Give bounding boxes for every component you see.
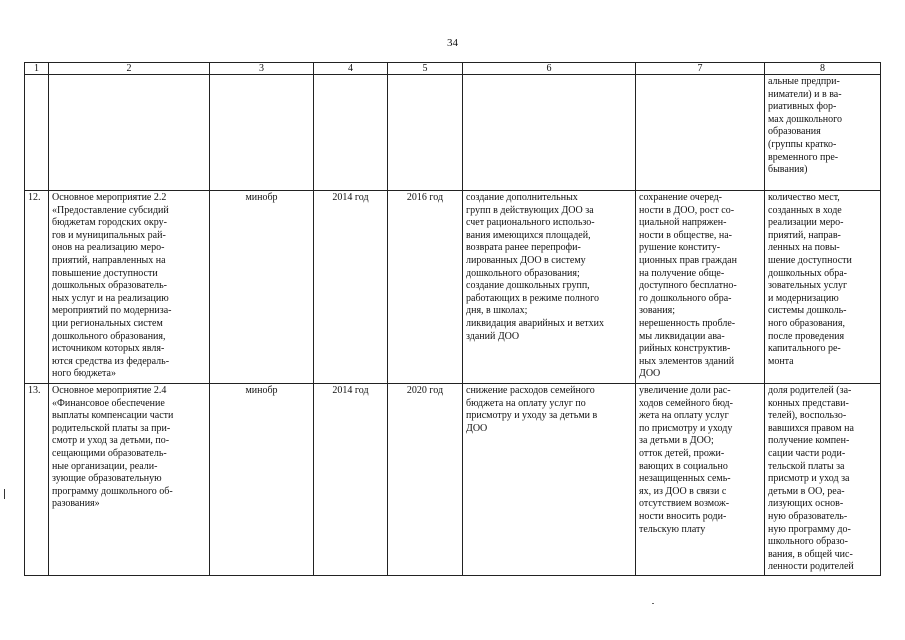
page-number: 34 (447, 37, 458, 49)
empty-cell (49, 75, 210, 191)
scan-mark (4, 489, 5, 499)
consequences-cell: увеличение доли рас- ходов семейного бюд- жета на оплату услуг по присмотру и уходу за детьми в ДОО; отток детей, прожи- вающих в социально незащищенных семь- ях, из ДОО в связи с отсутствием возмож- ности вносить роди- тельскую плату (636, 384, 765, 576)
empty-cell (25, 75, 49, 191)
executor-cell: минобр (210, 191, 314, 384)
empty-cell (463, 75, 636, 191)
empty-cell (388, 75, 463, 191)
header-cell: 2 (49, 63, 210, 75)
header-cell: 3 (210, 63, 314, 75)
row-number: 12. (25, 191, 49, 384)
header-cell: 8 (765, 63, 881, 75)
row-number: 13. (25, 384, 49, 576)
result-cell: снижение расходов семейного бюджета на оплату услуг по присмотру и уходу за детьми в ДОО (463, 384, 636, 576)
start-cell: 2014 год (314, 191, 388, 384)
empty-cell (314, 75, 388, 191)
activities-table (24, 62, 881, 576)
indicator-cell: альные предпри- ниматели) и в ва- риативных фор- мах дошкольного образования (группы кратко- временного пре- бывания) (765, 75, 881, 191)
consequences-cell: сохранение очеред- ности в ДОО, рост со- циальной напряжен- ности в обществе, на- рушение конститу- ционных прав граждан на получение обще- доступного бесплатно- го дошкольного обра- зования; нерешенность пробле- мы ликвидации ава- рийных конструктив- ных элементов зданий ДОО (636, 191, 765, 384)
result-cell: создание дополнительных групп в действующих ДОО за счет рационального использо- вания имеющихся площадей, возврата ранее перепрофи- лированных ДОО в систему дошкольного образования; создание дошкольных групп, работающих в режиме полного дня, в школах; ликвидация аварийных и ветхих зданий ДОО (463, 191, 636, 384)
header-cell: 6 (463, 63, 636, 75)
end-cell: 2016 год (388, 191, 463, 384)
header-row (25, 63, 881, 75)
end-cell: 2020 год (388, 384, 463, 576)
empty-cell (636, 75, 765, 191)
header-cell: 5 (388, 63, 463, 75)
start-cell: 2014 год (314, 384, 388, 576)
scan-speck (652, 603, 654, 604)
event-cell: Основное мероприятие 2.2 «Предоставление субсидий бюджетам городских окру- гов и муниципальных рай- онов на реализацию меро- приятий, направленных на повышение доступности дошкольных образователь- ных услуг и на реализацию мероприятий по модерниза- ции региональных систем дошкольного образования, источником которых явля- ются средства из федераль- ного бюджета» (49, 191, 210, 384)
table-row (25, 191, 881, 384)
table-row (25, 384, 881, 576)
header-cell: 1 (25, 63, 49, 75)
empty-cell (210, 75, 314, 191)
header-cell: 7 (636, 63, 765, 75)
indicator-cell: количество мест, созданных в ходе реализации меро- приятий, направ- ленных на повы- шение доступности дошкольных обра- зовательных услуг и модернизацию системы дошколь- ного образования, после проведения капитального ре- монта (765, 191, 881, 384)
continuation-row (25, 75, 881, 191)
indicator-cell: доля родителей (за- конных представи- телей), воспользо- вавшихся правом на получение компен- сации части роди- тельской платы за присмотр и уход за детьми в ОО, реа- лизующих основ- ную образователь- ную программу до- школьного образо- вания, в общей чис- ленности родителей (765, 384, 881, 576)
header-cell: 4 (314, 63, 388, 75)
event-cell: Основное мероприятие 2.4 «Финансовое обеспечение выплаты компенсации части родительской платы за при- смотр и уход за детьми, по- сещающими образователь- ные организации, реали- зующие образовательную программу дошкольного об- разования» (49, 384, 210, 576)
executor-cell: минобр (210, 384, 314, 576)
